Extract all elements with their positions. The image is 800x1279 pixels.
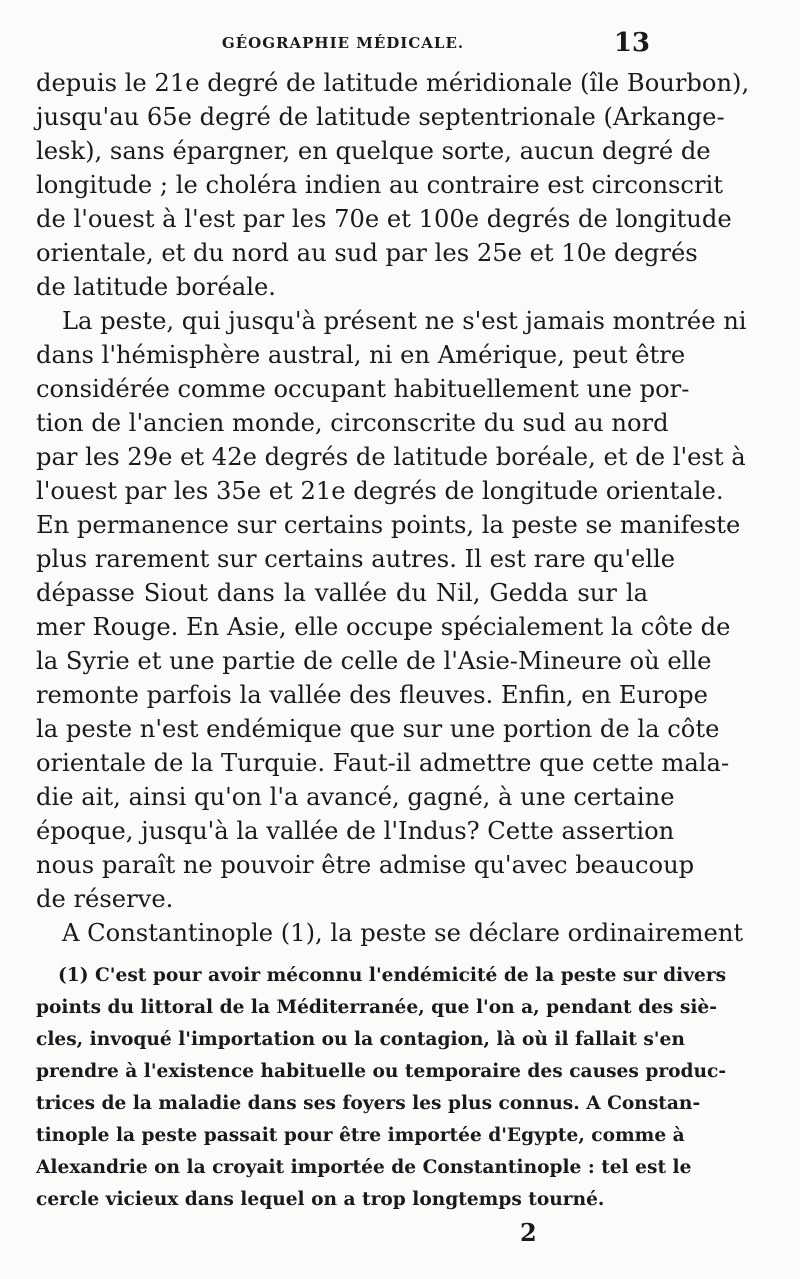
- footnote-line: tinople la peste passait pour être importée d'Egypte, comme à: [36, 1125, 685, 1146]
- text-line: En permanence sur certains points, la peste se manifeste: [36, 511, 741, 539]
- text-line: die ait, ainsi qu'on l'a avancé, gagné, à une certaine: [36, 783, 675, 811]
- footnote-line: prendre à l'existence habituelle ou temporaire des causes produc-: [36, 1061, 727, 1082]
- text-line: depuis le 21e degré de latitude méridionale (île Bourbon),: [36, 69, 750, 97]
- text-line: de réserve.: [36, 885, 174, 913]
- text-line: plus rarement sur certains autres. Il est rare qu'elle: [36, 545, 676, 573]
- text-line: lesk), sans épargner, en quelque sorte, aucun degré de: [36, 137, 711, 165]
- page-number: 13: [613, 28, 650, 58]
- text-line: la Syrie et une partie de celle de l'Asie-Mineure où elle: [36, 647, 712, 675]
- signature-mark: 2: [520, 1218, 537, 1247]
- running-title: GÉOGRAPHIE MÉDICALE.: [221, 34, 465, 52]
- text-line: époque, jusqu'à la vallée de l'Indus? Cette assertion: [36, 817, 675, 845]
- text-line: la peste n'est endémique que sur une portion de la côte: [36, 715, 720, 743]
- text-line: jusqu'au 65e degré de latitude septentrionale (Arkange-: [36, 103, 725, 131]
- text-line: de l'ouest à l'est par les 70e et 100e degrés de longitude: [36, 205, 732, 233]
- text-line: nous paraît ne pouvoir être admise qu'avec beaucoup: [36, 851, 695, 879]
- text-line: par les 29e et 42e degrés de latitude boréale, et de l'est à: [36, 443, 746, 471]
- text-line: La peste, qui jusqu'à présent ne s'est jamais montrée ni: [62, 307, 747, 335]
- text-line: de latitude boréale.: [36, 273, 276, 301]
- footnote-line: cercle vicieux dans lequel on a trop longtemps tourné.: [36, 1189, 605, 1210]
- page-header: [36, 28, 650, 62]
- text-line: l'ouest par les 35e et 21e degrés de longitude orientale.: [36, 477, 724, 505]
- text-line: orientale de la Turquie. Faut-il admettre que cette mala-: [36, 749, 730, 777]
- footnote: [36, 960, 727, 1216]
- footnote-line: trices de la maladie dans ses foyers les plus connus. A Constan-: [36, 1093, 701, 1114]
- text-line: dans l'hémisphère austral, ni en Amérique, peut être: [36, 341, 686, 369]
- text-line: considérée comme occupant habituellement une por-: [36, 375, 690, 403]
- main-text: [36, 66, 750, 950]
- text-line: A Constantinople (1), la peste se déclare ordinairement: [62, 919, 744, 947]
- footnote-line: points du littoral de la Méditerranée, que l'on a, pendant des siè-: [36, 997, 717, 1018]
- footnote-line: (1) C'est pour avoir méconnu l'endémicité de la peste sur divers: [58, 965, 727, 986]
- text-line: orientale, et du nord au sud par les 25e et 10e degrés: [36, 239, 698, 267]
- footnote-line: cles, invoqué l'importation ou la contagion, là où il fallait s'en: [36, 1029, 685, 1050]
- text-line: mer Rouge. En Asie, elle occupe spécialement la côte de: [36, 613, 731, 641]
- text-line: longitude ; le choléra indien au contraire est circonscrit: [36, 171, 723, 199]
- footnote-line: Alexandrie on la croyait importée de Constantinople : tel est le: [36, 1157, 692, 1178]
- text-line: dépasse Siout dans la vallée du Nil, Gedda sur la: [36, 579, 648, 607]
- text-line: remonte parfois la vallée des fleuves. Enfin, en Europe: [36, 681, 708, 709]
- text-line: tion de l'ancien monde, circonscrite du sud au nord: [36, 409, 669, 437]
